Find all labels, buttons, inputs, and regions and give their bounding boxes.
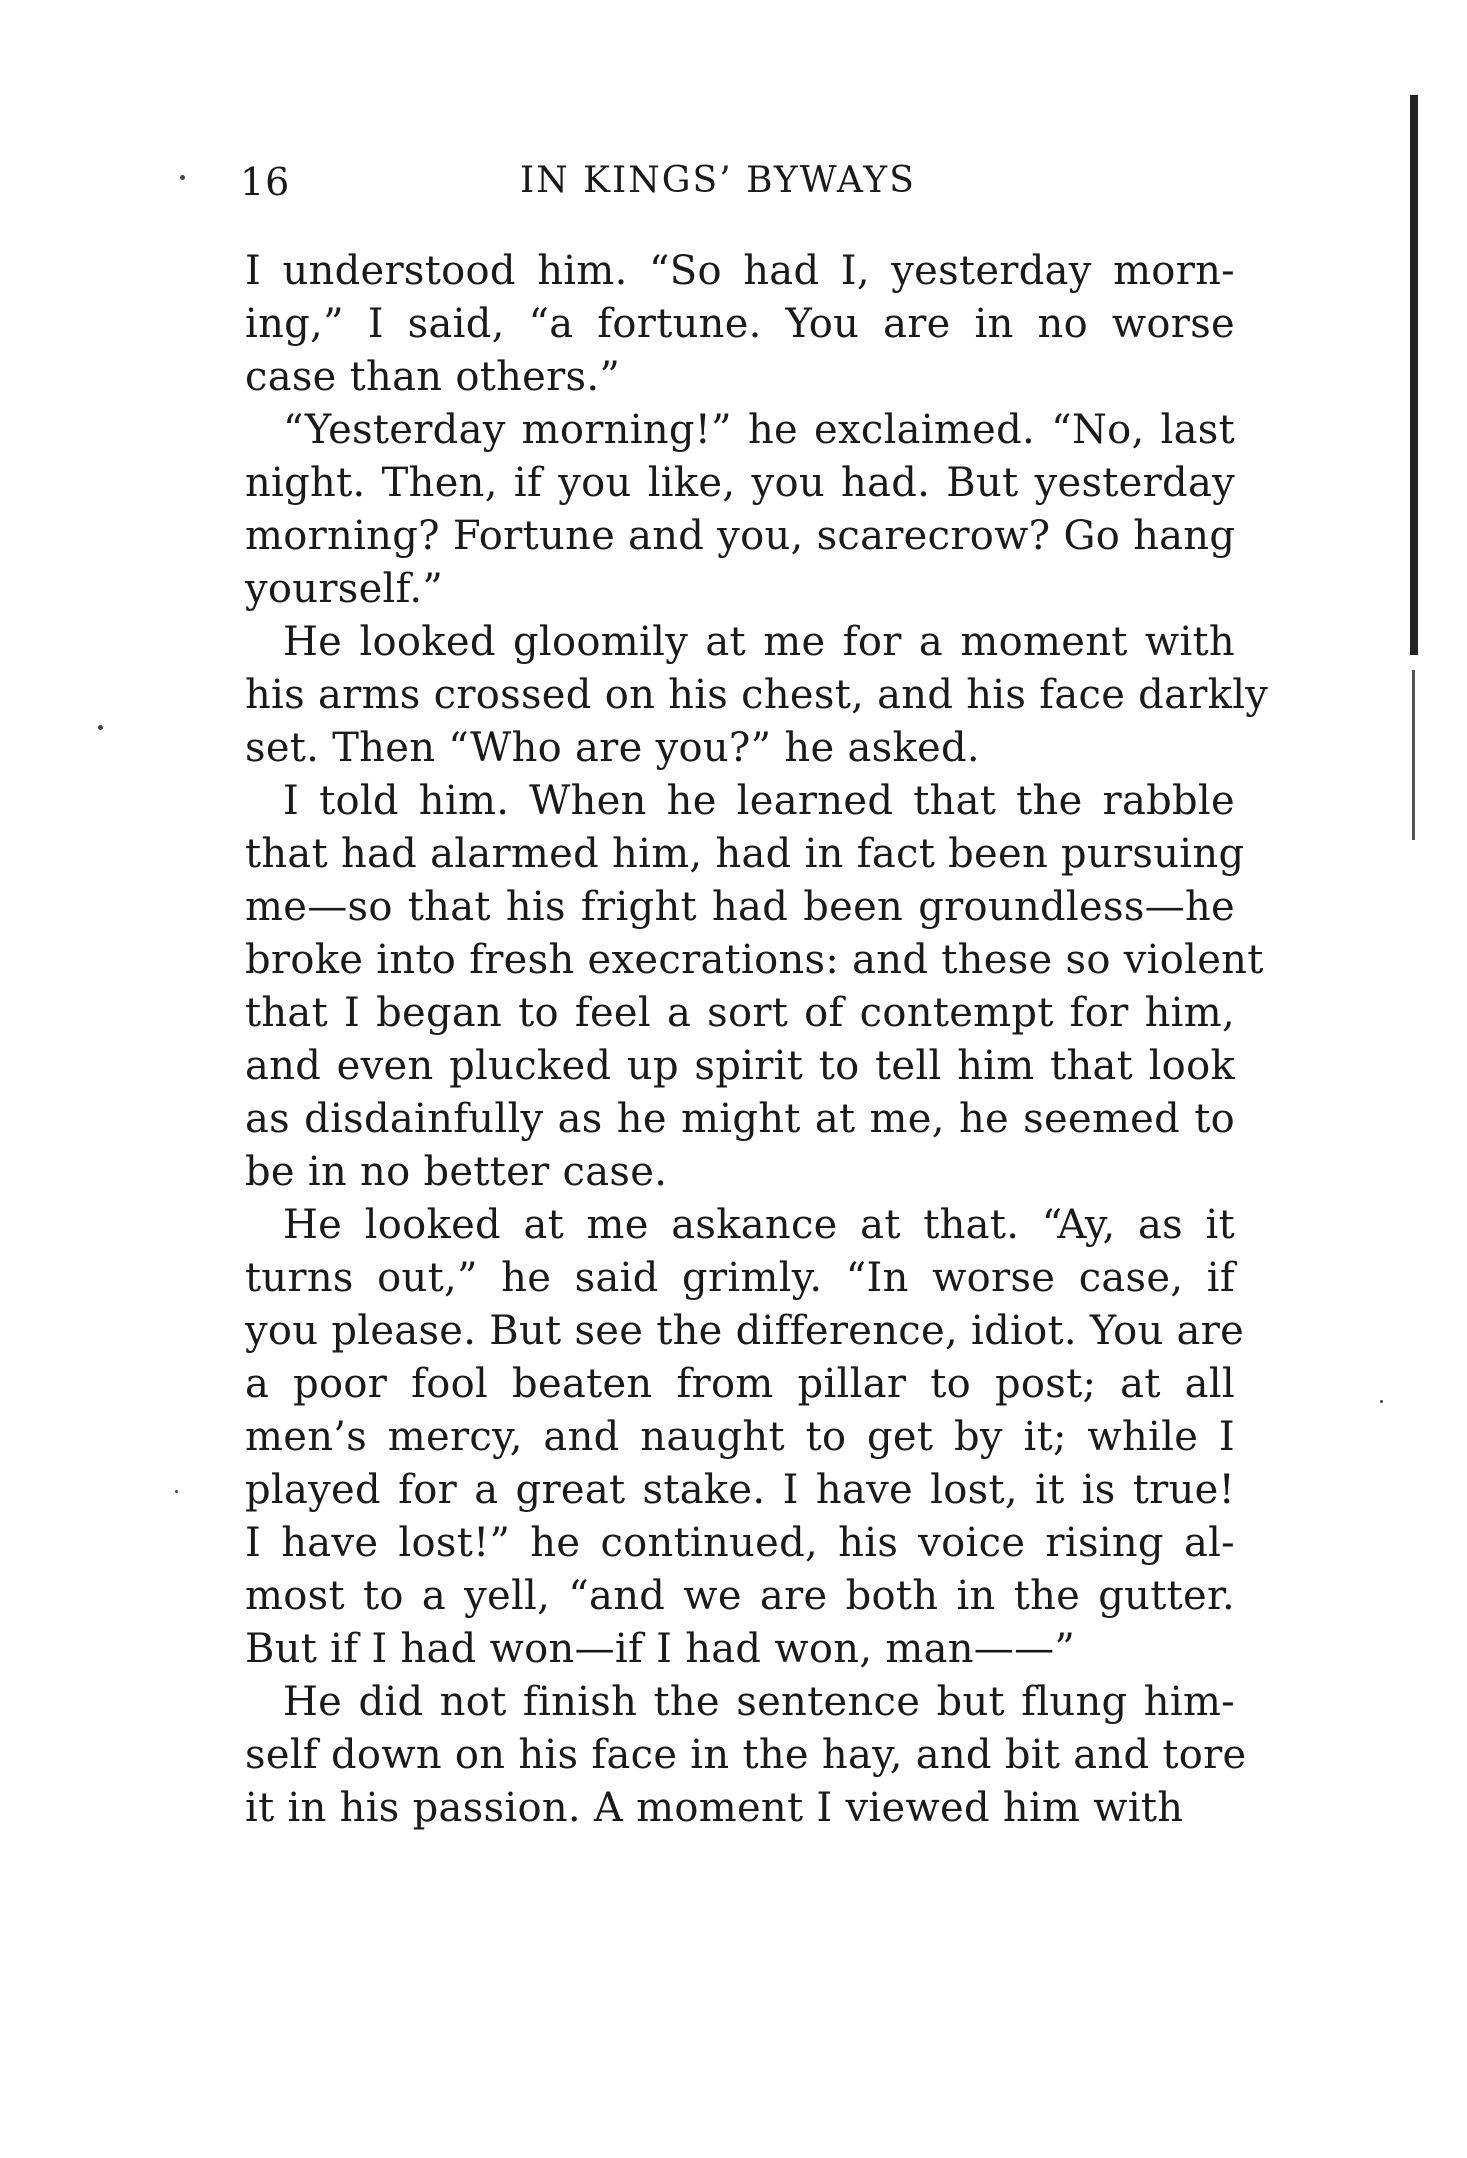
text-line: But if I had won—if I had won, man——” — [245, 1626, 1076, 1672]
page-header — [240, 160, 1240, 220]
text-line: me—so that his fright had been groundless—he — [245, 884, 1235, 930]
text-line: night. Then, if you like, you had. But yesterday — [245, 460, 1235, 506]
text-line: you please. But see the difference, idiot. You are — [245, 1308, 1245, 1354]
text-line: He did not finish the sentence but flung him- — [283, 1679, 1235, 1725]
text-line: broke into fresh execrations: and these so violent — [245, 937, 1264, 983]
text-line: “Yesterday morning!” he exclaimed. “No, last — [283, 407, 1235, 453]
binding-edge-mark — [1412, 670, 1415, 840]
text-line: it in his passion. A moment I viewed him with — [245, 1785, 1184, 1831]
text-line: men’s mercy, and naught to get by it; while I — [245, 1414, 1235, 1460]
speck — [180, 175, 185, 180]
paragraph — [245, 1676, 1247, 1835]
text-line: as disdainfully as he might at me, he seemed to — [245, 1096, 1235, 1142]
paragraph — [245, 616, 1269, 775]
text-line: yourself.” — [245, 566, 444, 612]
page-number: 16 — [240, 160, 291, 204]
text-line: self down on his face in the hay, and bit and tore — [245, 1732, 1247, 1778]
text-line: set. Then “Who are you?” he asked. — [245, 725, 980, 771]
text-line: He looked at me askance at that. “Ay, as it — [283, 1202, 1235, 1248]
text-line: He looked gloomily at me for a moment with — [283, 619, 1235, 665]
paragraph — [245, 404, 1235, 616]
text-line: most to a yell, “and we are both in the gutter. — [245, 1573, 1235, 1619]
text-line: played for a great stake. I have lost, it is true! — [245, 1467, 1235, 1513]
text-line: I have lost!” he continued, his voice rising al- — [245, 1520, 1235, 1566]
speck — [1380, 1400, 1383, 1403]
text-line: and even plucked up spirit to tell him that look — [245, 1043, 1235, 1089]
text-line: I understood him. “So had I, yesterday morn- — [245, 248, 1235, 294]
text-line: turns out,” he said grimly. “In worse case, if — [245, 1255, 1235, 1301]
paragraph — [245, 245, 1235, 404]
binding-edge-mark — [1410, 95, 1418, 655]
paragraph — [245, 1199, 1245, 1676]
text-line: I told him. When he learned that the rabble — [283, 778, 1235, 824]
text-line: case than others.” — [245, 354, 621, 400]
speck — [98, 725, 103, 730]
paragraph — [245, 775, 1264, 1199]
body-text — [245, 245, 1269, 1835]
text-line: his arms crossed on his chest, and his face darkly — [245, 672, 1269, 718]
speck — [175, 1490, 178, 1493]
text-line: a poor fool beaten from pillar to post; at all — [245, 1361, 1235, 1407]
text-line: that had alarmed him, had in fact been pursuing — [245, 831, 1245, 877]
text-line: that I began to feel a sort of contempt for him, — [245, 990, 1235, 1036]
running-head: IN KINGS’ BYWAYS — [520, 160, 916, 201]
text-line: morning? Fortune and you, scarecrow? Go hang — [245, 513, 1236, 559]
text-line: ing,” I said, “a fortune. You are in no worse — [245, 301, 1235, 347]
text-line: be in no better case. — [245, 1149, 668, 1195]
